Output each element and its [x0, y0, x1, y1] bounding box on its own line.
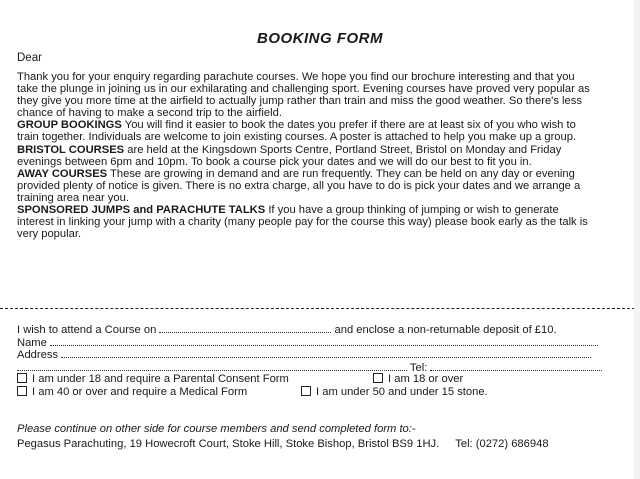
paragraph-heading: GROUP BOOKINGS	[17, 119, 122, 132]
checkbox-label: I am under 18 and require a Parental Consent Form	[32, 373, 289, 386]
course-date-field[interactable]	[159, 323, 331, 333]
sponsored-jumps-paragraph	[17, 204, 597, 240]
course-date-row	[17, 323, 617, 336]
page-title: BOOKING FORM	[257, 30, 383, 47]
paragraph-text: are held at the Kingsdown Sports Centre, Portland Street, Bristol on Monday and Friday evenings between 6pm and 10pm. To book a course pick your dates and we will do our best to fit you in.	[17, 143, 562, 168]
paragraph-text: If you have a group thinking of jumping or wish to generate interest in linking your jump with a charity (many people pay for the course this way) please book early as the talk is very popular.	[17, 204, 588, 241]
checkbox-row-2	[17, 386, 617, 399]
bristol-courses-paragraph	[17, 144, 597, 168]
checkbox-box[interactable]	[301, 386, 311, 396]
checkbox-label: I am 18 or over	[388, 373, 464, 386]
company-address: Pegasus Parachuting, 19 Howecroft Court, Stoke Hill, Stoke Bishop, Bristol BS9 1HJ.	[17, 438, 440, 450]
company-address-line	[17, 438, 549, 450]
name-row	[17, 336, 617, 349]
address-line-2-row	[17, 361, 617, 374]
page-edge	[634, 0, 640, 479]
name-field[interactable]	[50, 336, 598, 346]
address-label: Address	[17, 349, 59, 362]
address-row	[17, 348, 617, 361]
group-bookings-paragraph	[17, 119, 597, 143]
checkbox-18-or-over[interactable]	[373, 373, 463, 386]
checkbox-label: I am 40 or over and require a Medical Form	[32, 385, 248, 398]
greeting: Dear	[17, 52, 42, 64]
tel-label: Tel:	[409, 361, 428, 374]
company-telephone: Tel: (0272) 686948	[455, 438, 549, 450]
address-line-2-field[interactable]	[17, 361, 407, 371]
intro-paragraph	[17, 71, 597, 119]
return-instructions: Please continue on other side for course members and send completed form to:-	[17, 423, 416, 435]
tear-off-line	[0, 308, 640, 309]
checkbox-row-1	[17, 373, 617, 386]
body-text	[17, 71, 597, 240]
booking-form	[17, 323, 617, 399]
paragraph-heading: BRISTOL COURSES	[17, 143, 125, 156]
away-courses-paragraph	[17, 168, 597, 204]
checkbox-label: I am under 50 and under 15 stone.	[316, 385, 488, 398]
attend-suffix-label: and enclose a non-returnable deposit of £10.	[334, 324, 557, 336]
checkbox-box[interactable]	[17, 386, 27, 396]
paragraph-text: Thank you for your enquiry regarding parachute courses. We hope you find our brochure interesting and that you take the plunge in joining us in our exhilarating and challenging sport. Evening courses have proved very popular as they give you more time at the airfield to actually jump rather than train and miss the good weather. So there's less chance of having to make a second trip to the airfield.	[17, 71, 590, 120]
address-field[interactable]	[61, 348, 591, 358]
paragraph-text: These are growing in demand and are run frequently. They can be held on any day or evening provided plenty of notice is given. There is no extra charge, all you have to do is pick your dates and we arrange a training area near you.	[17, 167, 581, 204]
attend-prefix-label: I wish to attend a Course on	[17, 324, 157, 336]
checkbox-under-50[interactable]	[301, 386, 488, 399]
checkbox-box[interactable]	[373, 373, 383, 383]
tel-field[interactable]	[430, 361, 602, 371]
paragraph-text: You will find it easier to book the dates you prefer if there are at least six of you who wish to train together. Individuals are welcome to join existing courses. A poster is attached to help you make up a group.	[17, 119, 577, 144]
checkbox-40-or-over[interactable]	[17, 386, 247, 399]
checkbox-under-18[interactable]	[17, 373, 289, 386]
name-label: Name	[17, 336, 47, 349]
paragraph-heading: AWAY COURSES	[17, 167, 108, 180]
checkbox-box[interactable]	[17, 373, 27, 383]
paragraph-heading: SPONSORED JUMPS and PARACHUTE TALKS	[17, 204, 266, 217]
